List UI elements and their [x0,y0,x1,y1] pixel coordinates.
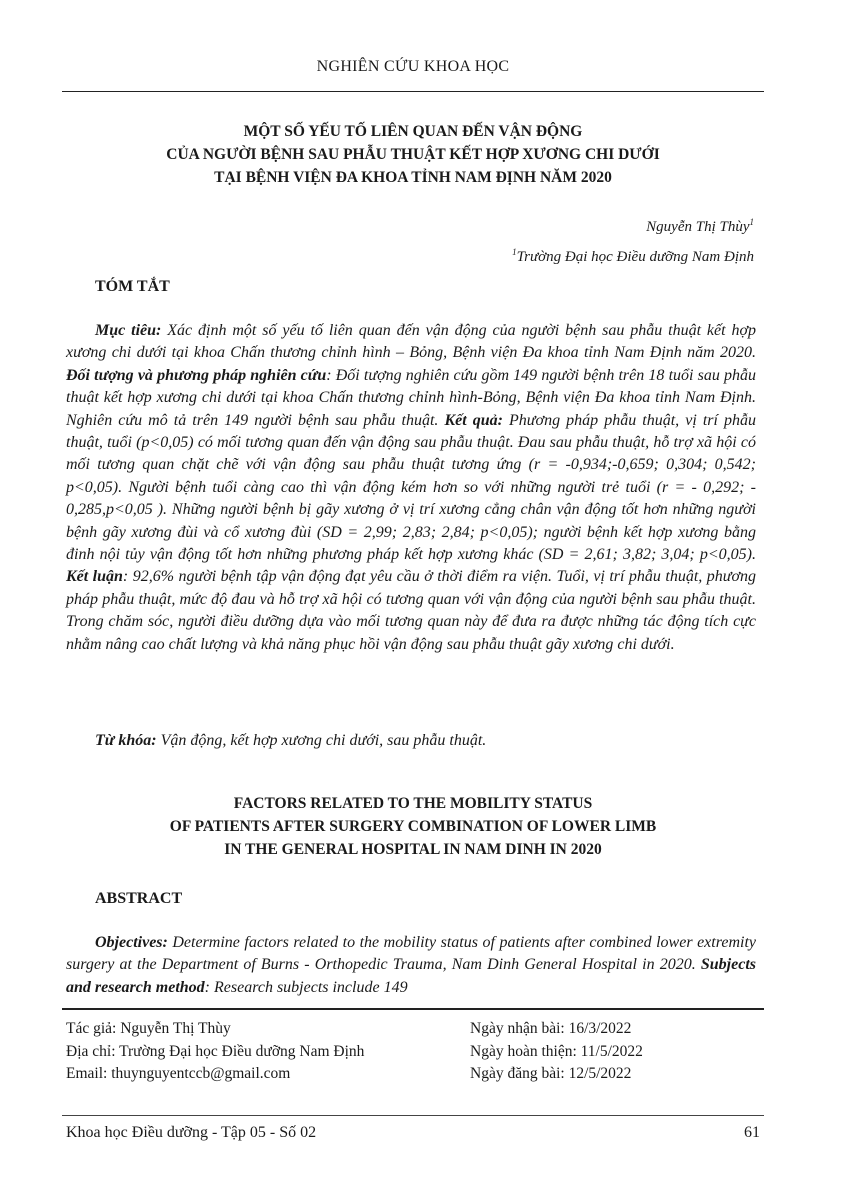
keywords-label: Từ khóa: [95,732,157,749]
results-text: Phương pháp phẫu thuật, vị trí phẫu thuật, tuổi (p<0,05) có mối tương quan đến vận động sau phẫu thuật. Đau sau phẫu thuật, hỗ trợ xã hội có mối tương quan chặt chẽ với vận động sau phẫu thuật tương ứng (r = -0,934;-0,659; 0,304; 0,542; p<0,05). Người bệnh tuổi càng cao thì vận động kém hơn so với những người trẻ tuổi (r = - 0,292; - 0,285,p<0,05 ). Những người bệnh bị gãy xương ở vị trí xương cẳng chân vận động tốt hơn những người bệnh gãy xương đùi và cổ xương đùi (SD = 2,99; 2,83; 2,84; p<0,05); người bệnh kết hợp xương bằng đinh nội tủy vận động tốt hơn những phương pháp kết hợp xương khác (SD = 2,61; 3,82; 3,04; p<0,05). [66,411,757,564]
objective-label: Mục tiêu: [95,322,162,339]
metadata-rule [62,1008,764,1010]
en-method-label: Subjects and research method [66,956,756,996]
english-title-line-2: OF PATIENTS AFTER SURGERY COMBINATION OF LOWER LIMB [169,818,657,835]
english-abstract-heading: ABSTRACT [95,890,183,907]
objectives-label: Objectives: [95,934,168,951]
meta-published: Ngày đăng bài: 12/5/2022 [470,1065,632,1082]
journal-section-header: NGHIÊN CỨU KHOA HỌC [316,58,510,75]
article-metadata-right [470,1018,643,1086]
footer-journal: Khoa học Điều dưỡng - Tập 05 - Số 02 [66,1124,317,1141]
meta-revised: Ngày hoàn thiện: 11/5/2022 [470,1042,643,1060]
objective-text: Xác định một số yếu tố liên quan đến vận động của người bệnh sau phẫu thuật kết hợp xương chi dưới tại khoa Chấn thương chỉnh hình – Bỏng, Bệnh viện Đa khoa tỉnh Nam Định năm 2020. [66,322,756,362]
footer-rule [62,1115,764,1116]
method-text: : Đối tượng nghiên cứu gồm 149 người bệnh trên 18 tuổi sau phẫu thuật kết hợp xương chi dưới tại khoa Chấn thương chỉnh hình-Bỏng, Bệnh viện Đa khoa tỉnh Nam Định. Nghiên cứu mô tả trên 149 người bệnh sau phẫu thuật. [66,366,757,429]
english-abstract-body [66,932,756,1000]
method-label: Đối tượng và phương pháp nghiên cứu [66,366,327,384]
conclusion-label: Kết luận [66,568,123,586]
results-label: Kết quả: [444,411,503,429]
author-name: Nguyễn Thị Thùy [646,219,750,235]
article-metadata-left [66,1018,364,1086]
author-name-sup: 1 [749,217,754,227]
vietnamese-title-line-3: TẠI BỆNH VIỆN ĐA KHOA TỈNH NAM ĐỊNH NĂM 2020 [214,169,612,186]
conclusion-text: : 92,6% người bệnh tập vận động đạt yêu cầu ở thời điểm ra viện. Tuổi, vị trí phẫu thuật, phương pháp phẫu thuật, mức độ đau và hỗ trợ xã hội có tương quan với vận động của người bệnh sau phẫu thuật. Trong chăm sóc, người điều dưỡng dựa vào mối tương quan này để đưa ra được những tác động tích cực nhằm nâng cao chất lượng và khả năng phục hồi vận động sau phẫu thuật gãy xương chi dưới. [66,568,756,653]
meta-received: Ngày nhận bài: 16/3/2022 [470,1020,632,1037]
vietnamese-title [62,120,764,189]
meta-address: Địa chỉ: Trường Đại học Điều dưỡng Nam Định [66,1042,365,1060]
keywords-text: Vận động, kết hợp xương chi dưới, sau phẫu thuật. [156,732,487,749]
author-block [512,210,754,270]
english-title-line-1: FACTORS RELATED TO THE MOBILITY STATUS [233,795,593,812]
author-affiliation-line [512,240,754,270]
author-affiliation: Trường Đại học Điều dưỡng Nam Định [516,249,754,265]
page-number: 61 [744,1124,760,1141]
meta-author: Tác giả: Nguyễn Thị Thùy [66,1020,231,1037]
objectives-text: Determine factors related to the mobility status of patients after combined lower extremity surgery at the Department of Burns - Orthopedic Trauma, Nam Dinh General Hospital in 2020. [66,934,756,974]
affiliation-sup: 1 [512,247,517,257]
english-title-line-3: IN THE GENERAL HOSPITAL IN NAM DINH IN 2020 [224,841,602,858]
vietnamese-title-line-1: MỘT SỐ YẾU TỐ LIÊN QUAN ĐẾN VẬN ĐỘNG [243,123,583,140]
vietnamese-keywords [66,730,756,752]
header-rule [62,91,764,92]
author-name-line [512,210,754,240]
meta-email: Email: thuynguyentccb@gmail.com [66,1065,291,1082]
vietnamese-abstract-heading: TÓM TẮT [95,278,170,295]
vietnamese-title-line-2: CỦA NGƯỜI BỆNH SAU PHẪU THUẬT KẾT HỢP XƯƠNG CHI DƯỚI [166,146,660,163]
en-method-text: : Research subjects include 149 [204,978,408,996]
vietnamese-abstract-body [66,320,756,656]
english-title [62,792,764,861]
